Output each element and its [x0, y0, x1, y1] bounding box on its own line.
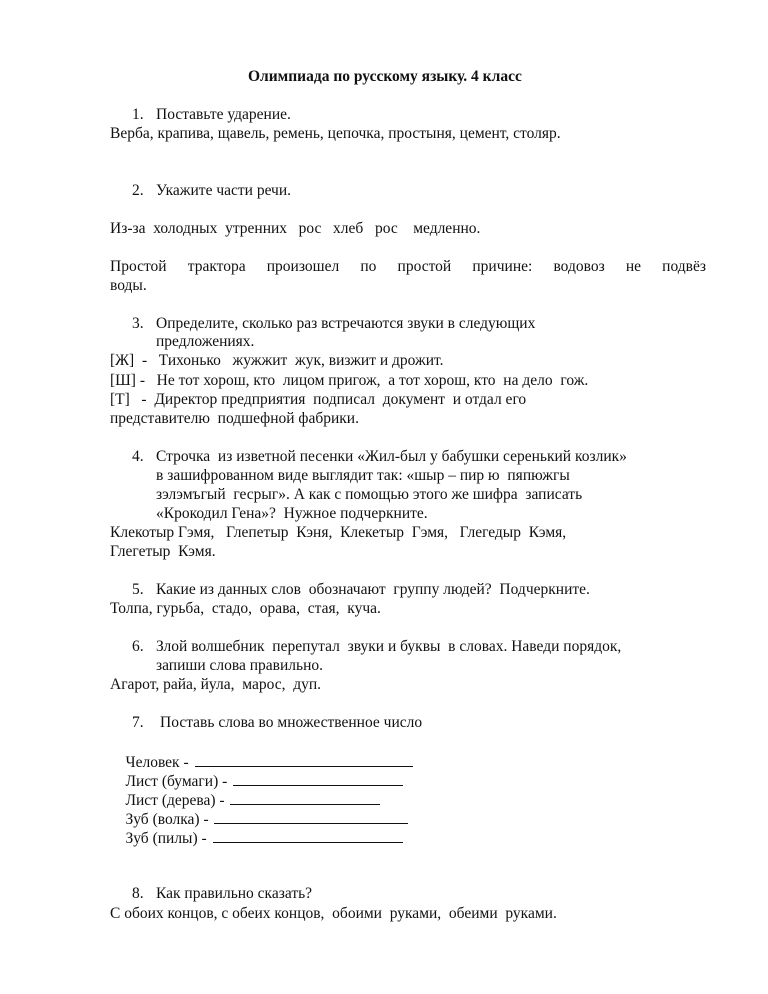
q4-text-line-1: Строчка из изветной песенки «Жил-был у бабушки серенький козлик»	[156, 448, 627, 465]
q1-number: 1.	[132, 106, 144, 123]
q2-sentence-2-line-2: воды.	[110, 277, 147, 294]
q5-text: Какие из данных слов обозначают группу людей? Подчеркните.	[156, 581, 590, 598]
q7-item-tooth-saw	[110, 808, 403, 869]
q2-text: Укажите части речи.	[156, 182, 292, 199]
q7-number: 7.	[132, 714, 144, 731]
q2-sentence-2-line-1: Простой трактора произошел по простой причине: водовоз не подвёз	[110, 258, 706, 275]
q4-text-line-4: «Крокодил Гена»? Нужное подчеркните.	[156, 505, 428, 522]
q4-text-line-2: в зашифрованном виде выглядит так: «шыр – пир ю пяпюжгы	[156, 467, 570, 484]
q6-text-line-1: Злой волшебник перепутал звуки и буквы в словах. Наведи порядок,	[156, 638, 622, 655]
q1-words: Верба, крапива, щавель, ремень, цепочка, простыня, цемент, столяр.	[110, 125, 561, 142]
q3-sound-zh: [Ж] - Тихонько жужжит жук, визжит и дрожит.	[110, 352, 444, 369]
q7-item-label: Зуб (пилы) -	[125, 830, 211, 847]
q2-number: 2.	[132, 182, 144, 199]
q3-text-line-1: Определите, сколько раз встречаются звуки в следующих	[156, 315, 536, 332]
q6-words: Агарот, райа, йула, марос, дуп.	[110, 676, 322, 693]
q3-text-line-2: предложениях.	[156, 333, 255, 350]
q4-number: 4.	[132, 448, 144, 465]
page-title: Олимпиада по русскому языку. 4 класс	[248, 68, 522, 85]
q3-sound-t-line-2: представителю подшефной фабрики.	[110, 410, 359, 427]
q7-item-label: Лист (бумаги) -	[125, 773, 232, 790]
q7-item-label: Человек -	[125, 754, 193, 771]
q5-words: Толпа, гурьба, стадо, орава, стая, куча.	[110, 600, 381, 617]
q7-item-label: Лист (дерева) -	[125, 792, 229, 809]
q6-number: 6.	[132, 638, 144, 655]
q8-options: С обоих концов, с обеих концов, обоими руками, обеими руками.	[110, 905, 557, 922]
q4-options-line-2: Глегетыр Кэмя.	[110, 543, 216, 560]
q4-text-line-3: зэлэмъгый гесрыг». А как с помощью этого же шифра записать	[156, 486, 583, 503]
q2-sentence-1: Из-за холодных утренних рос хлеб рос медленно.	[110, 220, 481, 237]
q6-text-line-2: запиши слова правильно.	[156, 657, 323, 674]
q3-number: 3.	[132, 315, 144, 332]
q7-item-label: Зуб (волка) -	[125, 811, 213, 828]
answer-blank[interactable]	[213, 828, 403, 843]
q1-text: Поставьте ударение.	[156, 106, 291, 123]
q5-number: 5.	[132, 581, 144, 598]
q3-sound-sh: [Ш] - Не тот хорош, кто лицом пригож, а тот хорош, кто на дело гож.	[110, 372, 589, 389]
q7-text: Поставь слова во множественное число	[160, 714, 423, 731]
q4-options-line-1: Клекотыр Гэмя, Глепетыр Кэня, Клекетыр Гэмя, Глегедыр Кэмя,	[110, 524, 567, 541]
q3-sound-t-line-1: [Т] - Директор предприятия подписал документ и отдал его	[110, 391, 527, 408]
q8-text: Как правильно сказать?	[156, 885, 313, 902]
q8-number: 8.	[132, 885, 144, 902]
